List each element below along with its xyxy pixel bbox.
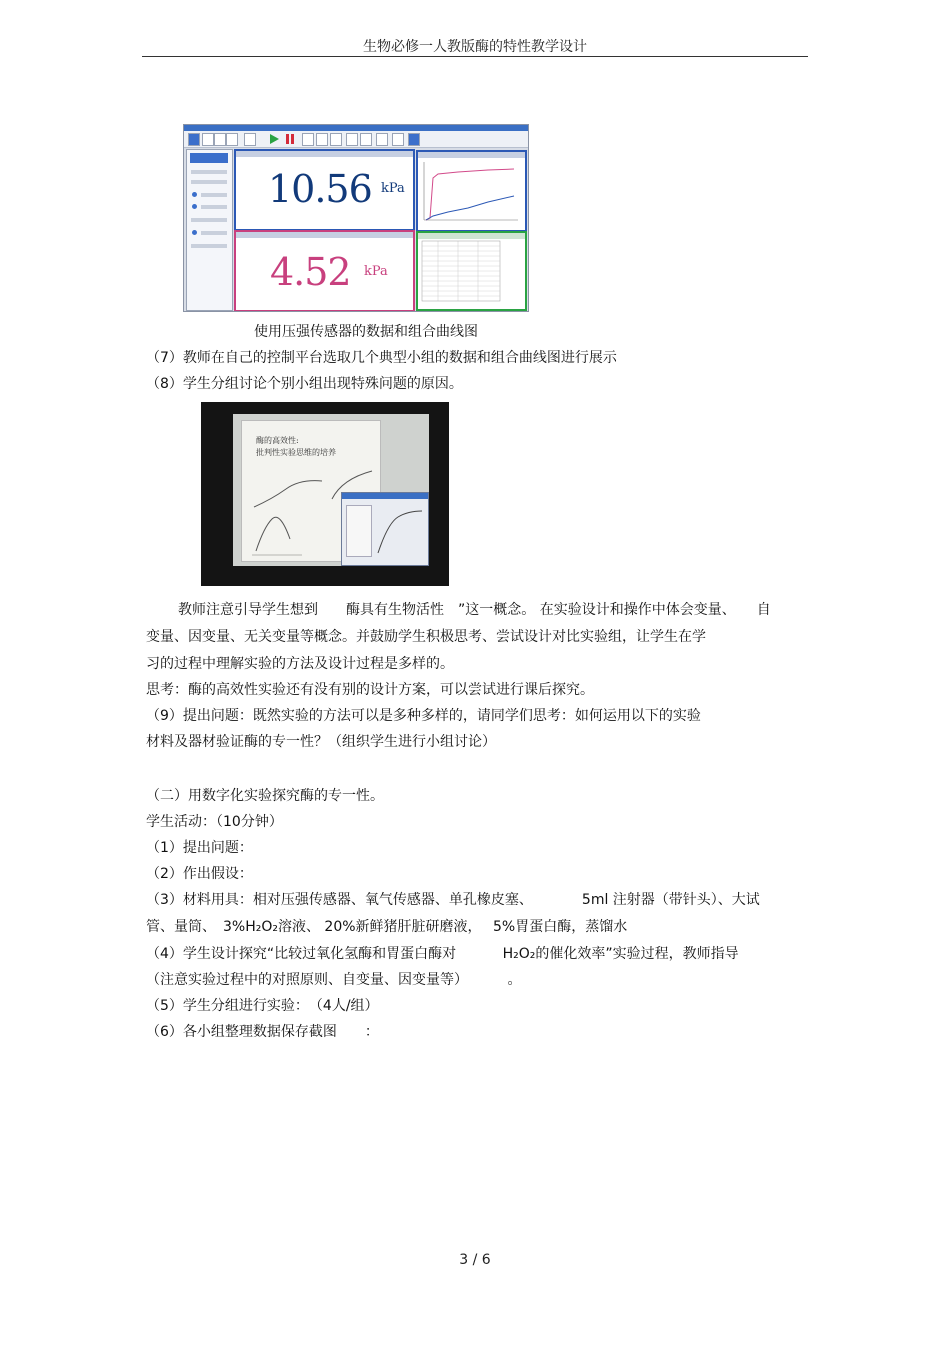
monitor-screen: [233, 414, 429, 566]
sub-step-3-line-1: （3）材料用具：相对压强传感器、氧气传感器、单孔橡皮塞、 5ml 注射器（带针头）、大试: [146, 892, 760, 908]
pause-icon: [286, 134, 289, 144]
bottom-value-panel: [234, 230, 415, 312]
curve-chart: [418, 158, 521, 228]
toolbar-button: [188, 133, 200, 146]
sidebar-row: [191, 180, 227, 184]
radio-icon: [192, 230, 197, 235]
step-9-line-1: （9）提出问题：既然实验的方法可以是多种多样的，请同学们思考：如何运用以下的实验: [146, 708, 701, 724]
toolbar-button: [392, 133, 404, 146]
slide-curve: [254, 481, 322, 507]
toolbar-button: [244, 133, 256, 146]
figure1-caption: 使用压强传感器的数据和组合曲线图: [254, 324, 478, 340]
radio-icon: [192, 204, 197, 209]
top-unit: kPa: [381, 181, 405, 196]
table-row-lines: [422, 246, 500, 296]
sidebar-row: [201, 231, 227, 235]
top-value: 10.56: [268, 167, 372, 211]
step-7: （7）教师在自己的控制平台选取几个典型小组的数据和组合曲线图进行展示: [146, 350, 617, 366]
classroom-monitor-photo: [201, 402, 449, 586]
sidebar-header: [190, 153, 228, 163]
panel-header: [236, 151, 413, 157]
toolbar-button: [226, 133, 238, 146]
sensor-software-screenshot: [183, 124, 529, 312]
paragraph-line-3: 习的过程中理解实验的方法及设计过程是多样的。: [146, 656, 454, 672]
paragraph-line-1: 教师注意引导学生想到 酶具有生物活性 ”这一概念。 在实验设计和操作中体会变量、 自: [178, 602, 771, 618]
toolbar-button: [346, 133, 358, 146]
toolbar-button: [214, 133, 226, 146]
top-value-panel: [234, 149, 415, 231]
data-table-pane: [416, 231, 527, 311]
overlay-window: [341, 492, 429, 566]
sub-step-6: （6）各小组整理数据保存截图 ：: [146, 1024, 379, 1040]
toolbar-button: [376, 133, 388, 146]
pink-curve: [426, 169, 514, 220]
think-line: 思考：酶的高效性实验还有没有别的设计方案，可以尝试进行课后探究。: [146, 682, 594, 698]
radio-icon: [192, 192, 197, 197]
sub-step-5: （5）学生分组进行实验： （4人/组）: [146, 998, 379, 1014]
panel-header: [236, 232, 413, 238]
page-header: 生物必修一人教版酶的特性教学设计: [363, 39, 587, 55]
panel-header: [418, 233, 525, 239]
bottom-value: 4.52: [270, 250, 351, 294]
step-8: （8）学生分组讨论个别小组出现特殊问题的原因。: [146, 376, 463, 392]
window-curve: [378, 511, 422, 553]
toolbar-button: [202, 133, 214, 146]
slide-title-line-1: 酶的高效性:: [256, 436, 299, 445]
slide-title-line-2: 批判性实验思维的培养: [256, 448, 336, 457]
window-list: [346, 505, 372, 557]
toolbar-button: [316, 133, 328, 146]
step-9-line-2: 材料及器材验证酶的专一性？（组织学生进行小组讨论）: [146, 734, 496, 750]
data-table-grid: [418, 240, 521, 306]
toolbar-button: [302, 133, 314, 146]
sub-step-4-line-1: （4）学生设计探究“比较过氧化氢酶和胃蛋白酶对 H₂O₂的催化效率”实验过程，教师指导: [146, 946, 739, 962]
paragraph-line-2: 变量、因变量、无关变量等概念。并鼓励学生积极思考、尝试设计对比实验组，让学生在学: [146, 629, 706, 645]
sub-step-2: （2）作出假设：: [146, 866, 253, 882]
window-titlebar: [342, 493, 428, 499]
sidebar-row: [201, 193, 227, 197]
sidebar-row: [191, 170, 227, 174]
toolbar-button: [330, 133, 342, 146]
toolbar: [184, 131, 528, 148]
student-activity: 学生活动：（10分钟）: [146, 814, 283, 830]
sidebar-row: [191, 218, 227, 222]
toolbar-button: [408, 133, 420, 146]
section-2-heading: （二）用数字化实验探究酶的专一性。: [146, 788, 384, 804]
sub-step-3-line-2: 管、量筒、 3%H₂O₂溶液、 20%新鲜猪肝脏研磨液， 5%胃蛋白酶，蒸馏水: [146, 919, 628, 935]
window-curves: [374, 503, 424, 559]
sidebar-row: [201, 205, 227, 209]
sub-step-1: （1）提出问题：: [146, 840, 253, 856]
toolbar-button: [360, 133, 372, 146]
play-icon: [270, 134, 279, 144]
bottom-unit: kPa: [364, 264, 388, 279]
sub-step-4-line-2: （注意实验过程中的对照原则、自变量、因变量等） 。: [146, 972, 522, 988]
curve-chart-pane: [416, 150, 527, 232]
page-number: 3 / 6: [459, 1252, 491, 1268]
slide-curve: [256, 517, 290, 551]
blue-curve: [426, 196, 514, 220]
sidebar-row: [191, 244, 227, 248]
control-sidebar: [186, 149, 233, 311]
header-rule: [142, 56, 808, 57]
